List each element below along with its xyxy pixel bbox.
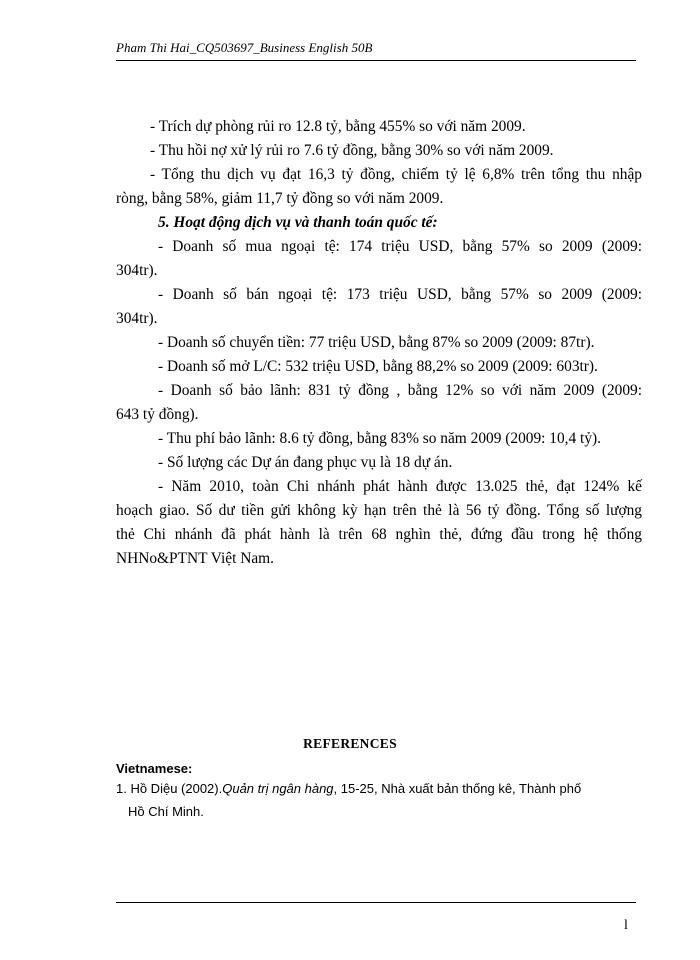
reference-prefix: 1. Hồ Diệu (2002). <box>116 781 223 796</box>
paragraph-line: - Thu phí bảo lãnh: 8.6 tỷ đồng, bằng 83% so năm 2009 (2009: 10,4 tỷ). <box>158 430 602 447</box>
page-header: Pham Thi Hai_CQ503697_Business English 50B <box>116 40 373 55</box>
paragraph-line: - Doanh số mua ngoại tệ: 174 triệu USD, bằng 57% so 2009 (2009: <box>158 238 642 255</box>
paragraph-line: ròng, bằng 58%, giảm 11,7 tỷ đồng so với năm 2009. <box>116 190 444 207</box>
section-heading: 5. Hoạt động dịch vụ và thanh toán quốc tế: <box>158 214 438 231</box>
reference-item <box>116 781 581 796</box>
reference-item-continuation: Hồ Chí Minh. <box>128 804 204 819</box>
paragraph-line: 304tr). <box>116 262 158 279</box>
paragraph-line: - Tổng thu dịch vụ đạt 16,3 tỷ đồng, chiếm tỷ lệ 6,8% trên tổng thu nhập <box>150 166 642 183</box>
paragraph-line: - Trích dự phòng rủi ro 12.8 tỷ, bằng 455% so với năm 2009. <box>150 118 526 135</box>
footer-divider <box>116 902 636 903</box>
paragraph-line: hoạch giao. Số dư tiền gửi không kỳ hạn trên thẻ là 56 tỷ đồng. Tổng số lượng <box>116 502 642 519</box>
reference-details: , 15-25, Nhà xuất bản thống kê, Thành phố <box>333 781 582 796</box>
paragraph-line: - Doanh số bảo lãnh: 831 tỷ đồng , bằng 12% so với năm 2009 (2009: <box>158 382 642 399</box>
paragraph-line: NHNo&PTNT Việt Nam. <box>116 550 274 567</box>
paragraph-line: - Doanh số mở L/C: 532 triệu USD, bằng 88,2% so 2009 (2009: 603tr). <box>158 358 598 375</box>
paragraph-line: - Doanh số bán ngoại tệ: 173 triệu USD, bằng 57% so 2009 (2009: <box>158 286 642 303</box>
paragraph-line: - Năm 2010, toàn Chi nhánh phát hành được 13.025 thẻ, đạt 124% kế <box>158 478 642 495</box>
paragraph-line: - Số lượng các Dự án đang phục vụ là 18 dự án. <box>158 454 453 471</box>
paragraph-line: thẻ Chi nhánh đã phát hành là trên 68 nghìn thẻ, đứng đầu trong hệ thống <box>116 526 642 543</box>
paragraph-line: 304tr). <box>116 310 158 327</box>
header-divider <box>116 60 636 61</box>
paragraph-line: - Doanh số chuyển tiền: 77 triệu USD, bằng 87% so 2009 (2009: 87tr). <box>158 334 595 351</box>
paragraph-line: - Thu hồi nợ xử lý rủi ro 7.6 tỷ đồng, bằng 30% so với năm 2009. <box>150 142 554 159</box>
references-subheading: Vietnamese: <box>116 761 193 776</box>
page-number: l <box>624 918 628 933</box>
reference-book-title: Quản trị ngân hàng <box>222 781 334 796</box>
paragraph-line: 643 tỷ đồng). <box>116 406 199 423</box>
references-title: REFERENCES <box>303 736 397 751</box>
